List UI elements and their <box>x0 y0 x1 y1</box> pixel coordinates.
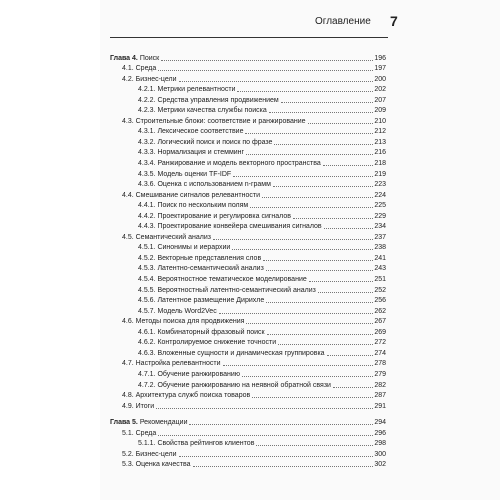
toc-entry-row <box>110 63 386 74</box>
toc-entry-text: Рекомендации <box>139 419 188 427</box>
toc-chapter-row <box>110 417 386 428</box>
header-rule <box>110 37 388 38</box>
toc-page-number: 267 <box>374 318 386 326</box>
dot-leader <box>179 456 374 457</box>
dot-leader <box>232 249 373 250</box>
toc-entry-text: 4.5.7. Модель Word2Vec <box>138 307 217 315</box>
toc-entry-text: 4.8. Архитектура служб поиска товаров <box>122 392 251 400</box>
toc-entry-text: 4.7.1. Обучение ранжированию <box>138 370 241 378</box>
dot-leader <box>237 91 373 92</box>
dot-leader <box>246 323 373 324</box>
toc-entry-row <box>110 273 386 284</box>
toc-entry-text: 4.5.1. Синонимы и иерархии <box>138 244 231 252</box>
dot-leader <box>256 445 373 446</box>
toc-page-number: 216 <box>374 149 386 157</box>
toc-page-number: 252 <box>374 286 386 294</box>
toc-page-number: 219 <box>374 170 386 178</box>
toc-entry-title <box>122 117 307 126</box>
toc-entry-title <box>138 170 232 179</box>
toc-page-number: 223 <box>374 181 386 189</box>
toc-entry-row <box>110 459 386 470</box>
toc-page-number: 278 <box>374 360 386 368</box>
toc-entry-row <box>110 358 386 369</box>
toc-page-number: 294 <box>374 419 386 427</box>
toc-entry-text: 4.2. Бизнес-цели <box>122 75 177 83</box>
toc-page-number: 218 <box>374 160 386 168</box>
toc-page-number: 243 <box>374 265 386 273</box>
toc-entry-text: 4.7. Настройка релевантности <box>122 360 221 368</box>
toc-entry-title <box>122 450 178 459</box>
book-page <box>100 0 500 500</box>
toc-entry-title <box>110 54 160 63</box>
toc-entry-row <box>110 400 386 411</box>
dot-leader <box>189 424 373 425</box>
toc-entry-row <box>110 305 386 316</box>
toc-page-number: 197 <box>374 65 386 73</box>
table-of-contents <box>110 52 386 469</box>
toc-entry-text: 4.5. Семантический анализ <box>122 233 211 241</box>
toc-entry-title <box>122 359 222 368</box>
toc-entry-row <box>110 179 386 190</box>
dot-leader <box>333 387 373 388</box>
toc-entry-title <box>138 370 241 379</box>
toc-entry-row <box>110 316 386 327</box>
toc-entry-title <box>138 96 280 105</box>
toc-entry-title <box>138 243 231 252</box>
toc-entry-text: 4.6. Методы поиска для продвижения <box>122 318 245 326</box>
dot-leader <box>323 165 374 166</box>
toc-entry-row <box>110 73 386 84</box>
toc-entry-title <box>138 286 317 295</box>
toc-entry-row <box>110 295 386 306</box>
toc-page-number: 291 <box>374 402 386 410</box>
toc-entry-text: 4.3. Строительные блоки: соответствие и ранжирование <box>122 117 306 125</box>
toc-page-number: 202 <box>374 86 386 94</box>
toc-entry-title <box>138 439 255 448</box>
toc-page-number: 237 <box>374 233 386 241</box>
toc-entry-row <box>110 84 386 95</box>
toc-page-number: 256 <box>374 297 386 305</box>
dot-leader <box>273 186 373 187</box>
toc-entry-text: 5.2. Бизнес-цели <box>122 450 177 458</box>
toc-entry-title <box>138 254 262 263</box>
toc-entry-title <box>138 138 273 147</box>
toc-page-number: 234 <box>374 223 386 231</box>
toc-page-number: 287 <box>374 392 386 400</box>
toc-entry-row <box>110 242 386 253</box>
toc-entry-row <box>110 326 386 337</box>
toc-entry-title <box>138 85 236 94</box>
toc-entry-title <box>122 233 212 242</box>
dot-leader <box>324 228 374 229</box>
dot-leader <box>327 355 374 356</box>
toc-entry-title <box>138 222 323 231</box>
toc-entry-text: 4.7.2. Обучение ранжированию на неявной обратной связи <box>138 381 331 389</box>
toc-page-number: 302 <box>374 461 386 469</box>
toc-entry-title <box>122 429 157 438</box>
toc-page-number: 279 <box>374 370 386 378</box>
toc-entry-text: 4.2.3. Метрики качества службы поиска <box>138 107 267 115</box>
dot-leader <box>266 302 373 303</box>
toc-page-number: 229 <box>374 212 386 220</box>
dot-leader <box>156 408 373 409</box>
dot-leader <box>266 270 374 271</box>
dot-leader <box>213 239 373 240</box>
toc-entry-text: 4.5.3. Латентно-семантический анализ <box>138 265 264 273</box>
toc-entry-title <box>138 349 326 358</box>
toc-entry-row <box>110 252 386 263</box>
toc-entry-text: 4.3.3. Нормализация и стемминг <box>138 149 245 157</box>
toc-entry-title <box>138 381 332 390</box>
running-header <box>315 13 398 29</box>
toc-entry-text: Поиск <box>139 54 160 62</box>
dot-leader <box>308 123 374 124</box>
toc-entry-text: 4.1. Среда <box>122 65 157 73</box>
toc-entry-title <box>138 159 322 168</box>
dot-leader <box>223 365 374 366</box>
toc-entry-row <box>110 231 386 242</box>
toc-entry-title <box>138 275 308 284</box>
toc-entry-title <box>138 264 265 273</box>
toc-entry-row <box>110 94 386 105</box>
toc-entry-text: 4.3.1. Лексическое соответствие <box>138 128 244 136</box>
toc-entry-row <box>110 379 386 390</box>
chapter-label: Глава 4. <box>110 54 138 62</box>
toc-entry-text: 4.9. Итоги <box>122 402 155 410</box>
toc-page-number: 225 <box>374 202 386 210</box>
toc-entry-text: 4.5.6. Латентное размещение Дирихле <box>138 297 265 305</box>
toc-entry-text: 4.5.5. Вероятностный латентно-семантический анализ <box>138 286 316 294</box>
dot-leader <box>263 260 373 261</box>
dot-leader <box>193 466 374 467</box>
dot-leader <box>233 176 373 177</box>
dot-leader <box>262 197 373 198</box>
toc-entry-title <box>138 127 244 136</box>
dot-leader <box>161 60 373 61</box>
toc-entry-text: 4.4. Смешивание сигналов релевантности <box>122 191 261 199</box>
toc-entry-row <box>110 390 386 401</box>
toc-page-number: 200 <box>374 75 386 83</box>
toc-entry-row <box>110 189 386 200</box>
dot-leader <box>252 397 373 398</box>
toc-entry-title <box>122 191 261 200</box>
toc-entry-row <box>110 136 386 147</box>
dot-leader <box>158 435 373 436</box>
toc-entry-text: 4.4.1. Поиск по нескольким полям <box>138 202 249 210</box>
toc-entry-title <box>138 180 272 189</box>
toc-entry-text: 4.3.6. Оценка с использованием n-грамм <box>138 181 271 189</box>
running-header-title: Оглавление <box>315 16 371 27</box>
toc-page-number: 274 <box>374 349 386 357</box>
dot-leader <box>246 154 373 155</box>
toc-entry-title <box>138 328 266 337</box>
chapter-label: Глава 5. <box>110 419 138 427</box>
toc-entry-text: 5.1. Среда <box>122 429 157 437</box>
dot-leader <box>158 70 373 71</box>
dot-leader <box>250 207 373 208</box>
toc-entry-row <box>110 147 386 158</box>
toc-entry-text: 5.3. Оценка качества <box>122 461 191 469</box>
toc-page-number: 210 <box>374 117 386 125</box>
toc-entry-row <box>110 221 386 232</box>
toc-entry-text: 4.3.2. Логический поиск и поиск по фразе <box>138 138 273 146</box>
toc-entry-title <box>122 64 157 73</box>
toc-entry-title <box>138 212 292 221</box>
toc-entry-row <box>110 200 386 211</box>
toc-page-number: 207 <box>374 96 386 104</box>
toc-entry-row <box>110 210 386 221</box>
toc-page-number: 241 <box>374 254 386 262</box>
toc-page-number: 298 <box>374 440 386 448</box>
toc-entry-title <box>122 391 251 400</box>
toc-entry-row <box>110 105 386 116</box>
toc-page-number: 209 <box>374 107 386 115</box>
toc-entry-title <box>122 402 155 411</box>
toc-entry-text: 4.4.3. Проектирование конвейера смешивания сигналов <box>138 223 322 231</box>
toc-entry-title <box>138 296 265 305</box>
dot-leader <box>219 313 374 314</box>
toc-page-number: 262 <box>374 307 386 315</box>
toc-entry-row <box>110 168 386 179</box>
toc-chapter-row <box>110 52 386 63</box>
toc-page-number: 238 <box>374 244 386 252</box>
toc-entry-text: 4.5.2. Векторные представления слов <box>138 254 262 262</box>
toc-page-number: 212 <box>374 128 386 136</box>
toc-entry-title <box>122 460 192 469</box>
toc-entry-text: 4.6.2. Контролируемое снижение точности <box>138 339 277 347</box>
dot-leader <box>293 218 373 219</box>
toc-entry-title <box>122 75 178 84</box>
toc-entry-text: 4.4.2. Проектирование и регулировка сигналов <box>138 212 291 220</box>
toc-page-number: 213 <box>374 138 386 146</box>
dot-leader <box>267 334 374 335</box>
toc-entry-row <box>110 157 386 168</box>
toc-entry-title <box>122 317 245 326</box>
dot-leader <box>274 144 373 145</box>
toc-entry-row <box>110 438 386 449</box>
toc-entry-row <box>110 263 386 274</box>
toc-entry-text: 4.6.3. Вложенные сущности и динамическая группировка <box>138 349 325 357</box>
toc-entry-text: 4.2.1. Метрики релевантности <box>138 86 236 94</box>
toc-page-number: 269 <box>374 328 386 336</box>
toc-entry-row <box>110 284 386 295</box>
toc-entry-row <box>110 347 386 358</box>
dot-leader <box>269 112 374 113</box>
toc-entry-text: 4.5.4. Вероятностное тематическое моделирование <box>138 276 307 284</box>
toc-page-number: 272 <box>374 339 386 347</box>
toc-page-number: 282 <box>374 381 386 389</box>
dot-leader <box>242 376 373 377</box>
toc-entry-text: 5.1.1. Свойства рейтингов клиентов <box>138 440 255 448</box>
toc-entry-title <box>138 307 218 316</box>
toc-entry-title <box>138 338 277 347</box>
toc-page-number: 300 <box>374 450 386 458</box>
toc-entry-row <box>110 427 386 438</box>
toc-entry-text: 4.3.5. Модель оценки TF-IDF <box>138 170 232 178</box>
toc-entry-title <box>138 201 249 210</box>
dot-leader <box>318 292 373 293</box>
toc-entry-row <box>110 368 386 379</box>
dot-leader <box>179 81 374 82</box>
toc-page-number: 196 <box>374 54 386 62</box>
dot-leader <box>278 344 373 345</box>
toc-entry-title <box>138 106 268 115</box>
toc-entry-title <box>138 148 245 157</box>
toc-page-number: 251 <box>374 276 386 284</box>
toc-entry-text: 4.2.2. Средства управления продвижением <box>138 96 279 104</box>
toc-entry-row <box>110 126 386 137</box>
page-number: 7 <box>390 13 398 29</box>
toc-page-number: 296 <box>374 429 386 437</box>
dot-leader <box>309 281 374 282</box>
toc-entry-text: 4.6.1. Комбинаторный фразовый поиск <box>138 328 265 336</box>
dot-leader <box>281 102 374 103</box>
toc-entry-row <box>110 337 386 348</box>
toc-page-number: 224 <box>374 191 386 199</box>
dot-leader <box>245 133 373 134</box>
toc-entry-row <box>110 448 386 459</box>
toc-entry-text: 4.3.4. Ранжирование и модель векторного пространства <box>138 160 321 168</box>
toc-entry-title <box>110 418 188 427</box>
toc-entry-row <box>110 115 386 126</box>
